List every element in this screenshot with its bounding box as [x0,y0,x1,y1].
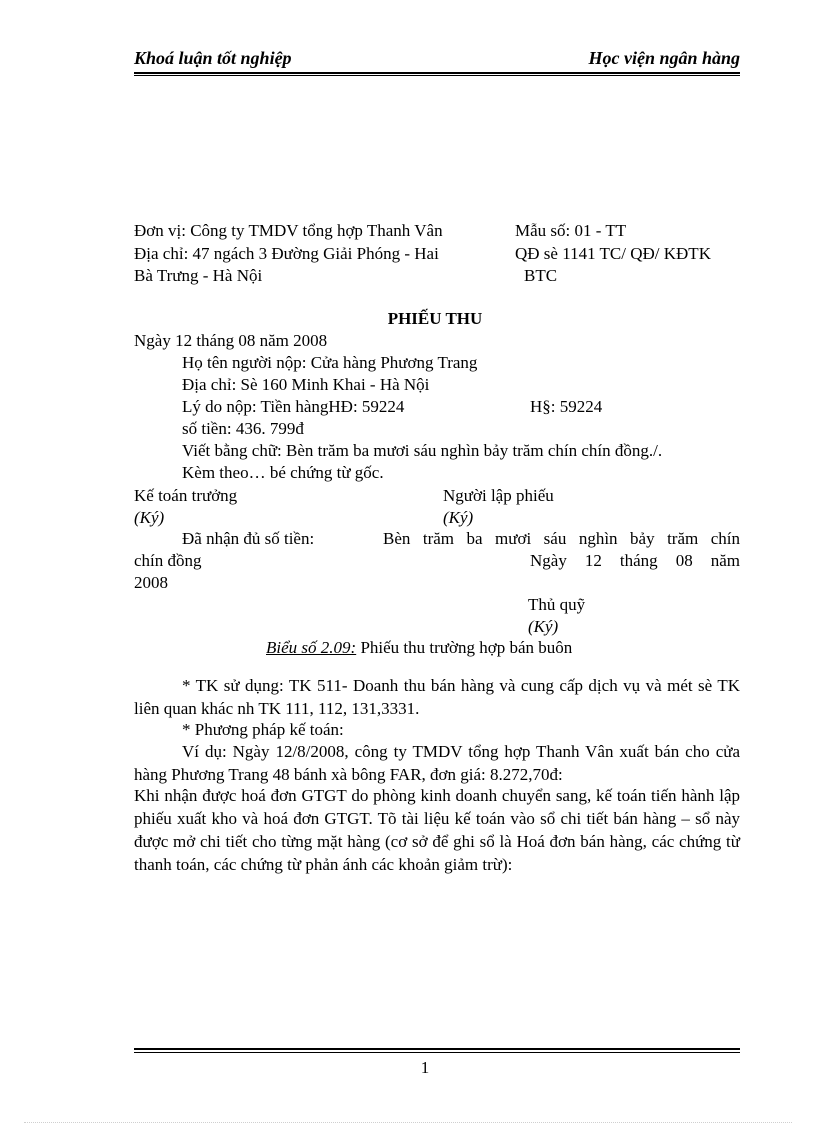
cashier-sign: (Ký) [528,617,559,636]
paragraph-method: * Phương pháp kế toán: [182,720,344,739]
figure-caption [266,638,572,658]
address-line-1: Địa chỉ: 47 ngách 3 Đường Giải Phóng - Hai [134,244,439,263]
reference-number: H§: 59224 [530,397,603,416]
amount: số tiền: 436. 799đ [182,419,304,438]
paragraph-example: Ví dụ: Ngày 12/8/2008, công ty TMDV tổng hợp Thanh Vân xuất bán cho cửa hàng Phương Trang 48 bánh xà bông FAR, đơn giá: 8.272,70đ: [134,742,740,784]
receipt-year: 2008 [134,573,168,592]
creator-sign: (Ký) [443,508,474,527]
receipt-title: PHIẾU THU [387,309,483,328]
caption-label: Biểu số 2.09: [266,638,357,657]
chief-accountant-label: Kế toán trưởng [134,486,238,505]
receipt-date-2: Ngày 12 tháng 08 năm [530,551,740,570]
decision-line-2: BTC [524,266,558,285]
header-rule [134,72,740,74]
form-number: Mẫu số: 01 - TT [515,221,627,240]
footer-rule [134,1048,740,1050]
paragraph-procedure: Khi nhận được hoá đơn GTGT do phòng kinh doanh chuyển sang, kế toán tiến hành lập phiếu xuất kho và hoá đơn GTGT. Tõ tài liệu kế toán vào sổ chi tiết bán hàng – sổ này được mở chi tiết cho từng mặt hàng (cơ sở để ghi sổ là Hoá đơn bán hàng, các chứng từ thanh toán, các chứng từ phản ánh các khoản giảm trừ): [134,786,740,874]
received-words-1: Bèn trăm ba mươi sáu nghìn bảy trăm chín [383,529,740,548]
payer-name: Họ tên người nộp: Cửa hàng Phương Trang [182,353,478,372]
creator-label: Người lập phiếu [443,486,554,505]
address-line-2: Bà Trưng - Hà Nội [134,266,263,285]
payment-reason: Lý do nộp: Tiền hàngHĐ: 59224 [182,397,405,416]
footer-rule-thin [134,1052,740,1053]
paragraph-accounts: * TK sử dụng: TK 511- Doanh thu bán hàng và cung cấp dịch vụ và mét sè TK liên quan khác nh TK 111, 112, 131,3331. [134,676,740,718]
payer-address: Địa chỉ: Sè 160 Minh Khai - Hà Nội [182,375,430,394]
amount-in-words: Viết bằng chữ: Bèn trăm ba mươi sáu nghìn bảy trăm chín chín đồng./. [182,441,663,460]
received-words-2: chín đồng [134,551,202,570]
header-left: Khoá luận tốt nghiệp [134,48,292,68]
header-rule-thin [134,75,740,76]
unit-line: Đơn vị: Công ty TMDV tổng hợp Thanh Vân [134,221,443,240]
attached-docs: Kèm theo… bé chứng từ gốc. [182,463,384,482]
header-right: Học viện ngân hàng [588,48,740,68]
page-number: 1 [420,1058,430,1077]
decision-line-1: QĐ sè 1141 TC/ QĐ/ KĐTK [515,244,711,263]
caption-text: Phiếu thu trường hợp bán buôn [356,638,573,657]
chief-accountant-sign: (Ký) [134,508,165,527]
receipt-date: Ngày 12 tháng 08 năm 2008 [134,331,328,350]
cashier-label: Thủ quỹ [528,595,586,614]
received-label: Đã nhận đủ số tiền: [182,529,315,548]
